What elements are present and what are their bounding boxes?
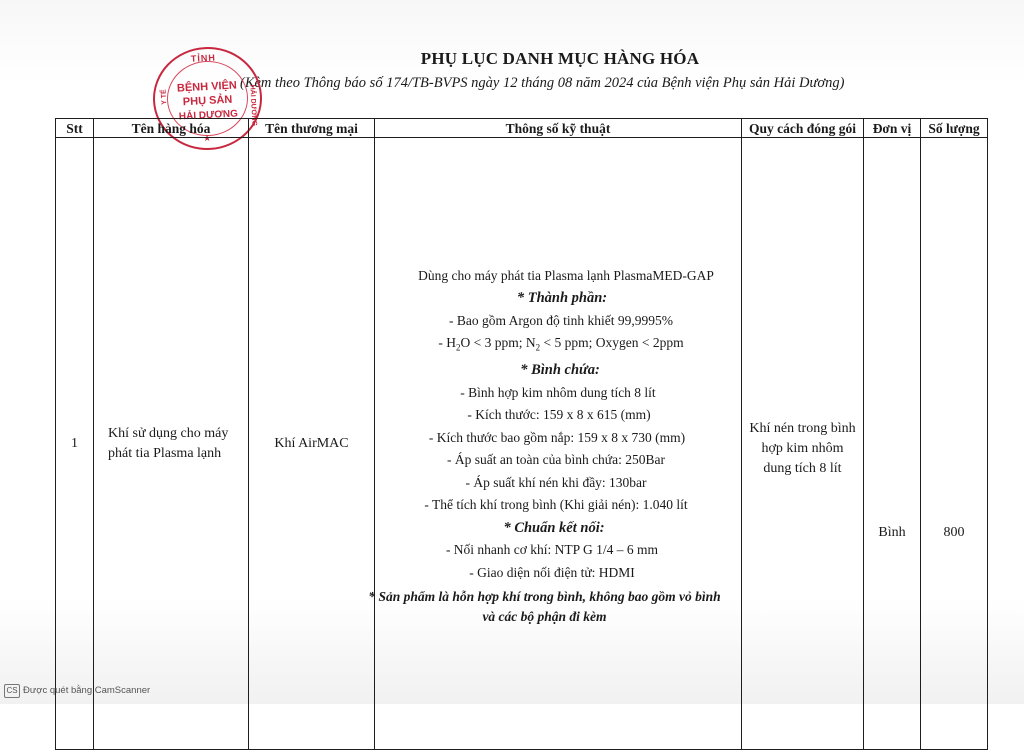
document-title: PHỤ LỤC DANH MỤC HÀNG HÓA xyxy=(420,49,700,68)
seal-line-2: PHỤ SẢN xyxy=(182,93,233,109)
spec-heading-container: * Bình chứa: xyxy=(520,362,600,379)
spec-heading-composition: * Thành phần: xyxy=(516,290,608,307)
header-stt: Stt xyxy=(56,119,94,138)
header-unit: Đơn vị xyxy=(864,119,921,138)
spec-line-full-pressure: - Áp suất khí nén khi đầy: 130bar xyxy=(465,474,647,490)
cell-name: Khí sử dụng cho máy phát tia Plasma lạnh xyxy=(94,138,249,750)
cell-unit: Bình xyxy=(864,138,921,750)
cell-stt: 1 xyxy=(56,138,94,750)
goods-table xyxy=(55,118,988,750)
spec-impurities-part3: < 5 ppm; Oxygen < 2ppm xyxy=(540,335,684,351)
spec-line-electronic: - Giao diện nối điện tử: HDMI xyxy=(469,564,635,580)
spec-intro: Dùng cho máy phát tia Plasma lạnh PlasmaMED-GAP xyxy=(418,267,714,283)
cell-spec xyxy=(368,138,742,750)
header-pack: Quy cách đóng gói xyxy=(742,119,864,138)
spec-line-size-cap: - Kích thước bao gồm nắp: 159 x 8 x 730 (mm) xyxy=(428,429,686,445)
seal-line-3: HẢI DƯƠNG xyxy=(178,108,239,123)
spec-line-alloy: - Bình hợp kim nhôm dung tích 8 lít xyxy=(460,384,656,400)
header-name: Tên hàng hóa xyxy=(94,119,249,138)
seal-line-1: BỆNH VIỆN xyxy=(176,79,238,95)
spec-subscript-n2: 2 xyxy=(535,342,541,353)
document-subtitle: (Kèm theo Thông báo số 174/TB-BVPS ngày 12 tháng 08 năm 2024 của Bệnh viện Phụ sản Hải Dương) xyxy=(240,75,845,91)
spec-heading-connection: * Chuẩn kết nối: xyxy=(503,519,605,536)
seal-side-left: Y TẾ xyxy=(160,89,169,105)
spec-line-size: - Kích thước: 159 x 8 x 615 (mm) xyxy=(467,407,651,423)
spec-impurities-part1: - H xyxy=(438,335,456,351)
cell-trade: Khí AirMAC xyxy=(249,138,375,750)
scanner-watermark xyxy=(4,684,150,698)
scanner-watermark-text: Được quét bằng CamScanner xyxy=(23,685,151,696)
spec-line-mechanical: - Nối nhanh cơ khí: NTP G 1/4 – 6 mm xyxy=(445,542,659,558)
spec-note: * Sản phẩm là hỗn hợp khí trong bình, không bao gồm vỏ bình và các bộ phận đi kèm xyxy=(368,589,721,625)
header-spec: Thông số kỹ thuật xyxy=(375,119,742,138)
cell-qty: 800 xyxy=(921,138,988,750)
spec-line-argon: - Bao gồm Argon độ tinh khiết 99,9995% xyxy=(449,312,673,328)
spec-impurities-part2: O < 3 ppm; N xyxy=(460,335,536,351)
spec-subscript-h2o: 2 xyxy=(456,342,461,353)
spec-line-safe-pressure: - Áp suất an toàn của bình chứa: 250Bar xyxy=(446,452,665,468)
header-qty: Số lượng xyxy=(921,119,988,138)
seal-side-right: HẢI DƯƠNG xyxy=(248,84,258,127)
table-header-row xyxy=(56,119,988,138)
cell-pack: Khí nén trong bình hợp kim nhôm dung tích 8 lít xyxy=(742,138,864,750)
header-trade: Tên thương mại xyxy=(249,119,375,138)
seal-ring-text: TỈNH xyxy=(190,52,217,64)
table-row xyxy=(56,138,988,750)
seal-star-icon: ★ xyxy=(202,132,212,144)
spec-line-volume: - Thể tích khí trong bình (Khi giải nén): 1.040 lít xyxy=(424,497,688,513)
camscanner-icon: CS xyxy=(4,684,20,698)
spec-line-impurities xyxy=(383,332,737,359)
